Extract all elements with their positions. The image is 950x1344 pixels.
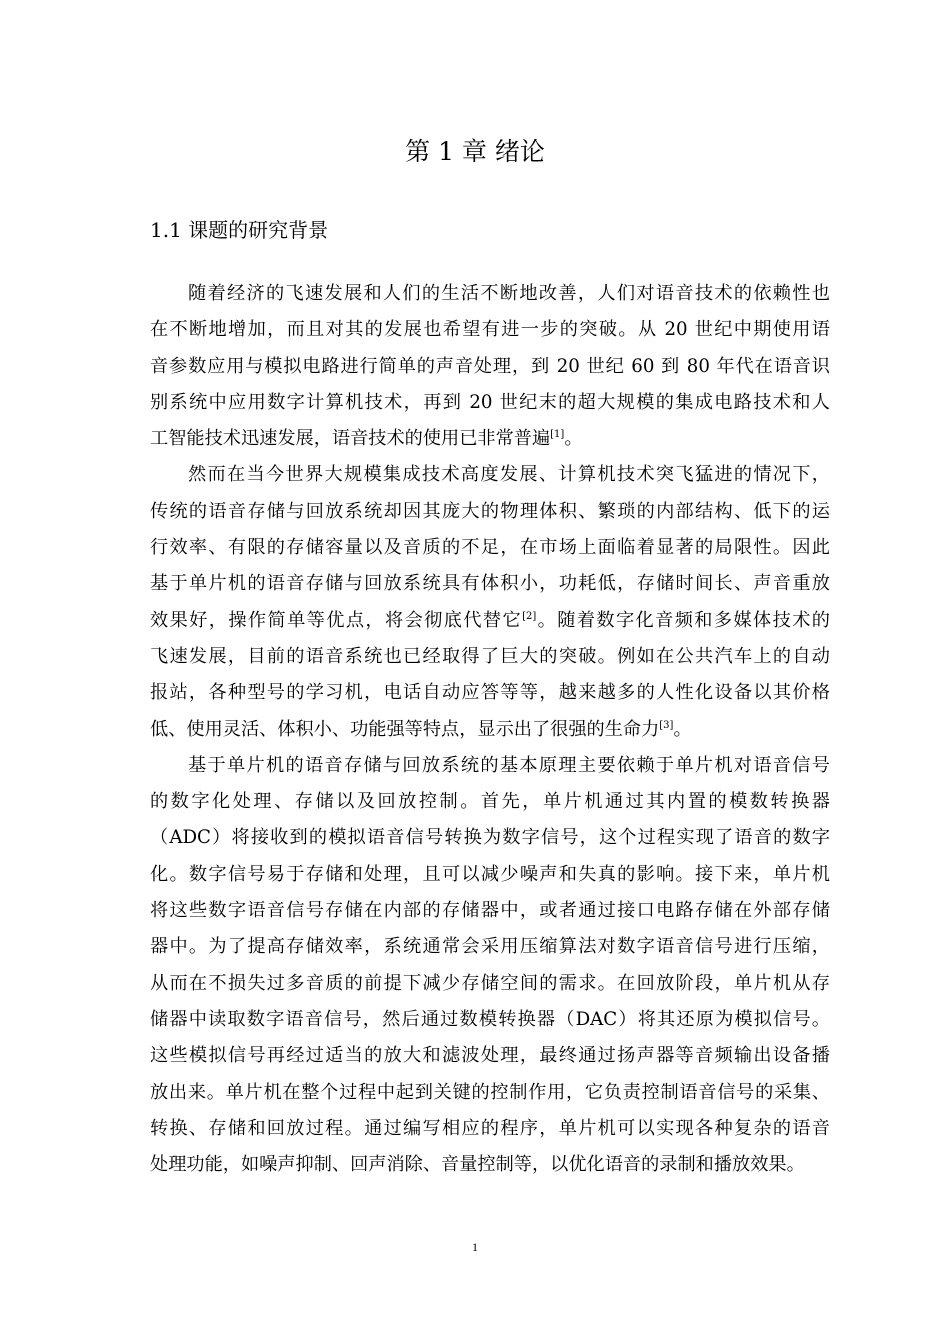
- paragraph-line: 放出来。单片机在整个过程中起到关键的控制作用，它负责控制语音信号的采集、: [150, 1081, 830, 1103]
- citation-ref: [1]: [550, 429, 565, 441]
- line-tail: 。: [673, 718, 692, 740]
- paragraph-line: 化。数字信号易于存储和处理，且可以减少噪声和失真的影响。接下来，单片机: [150, 863, 830, 885]
- paragraph-line: 音参数应用与模拟电路进行简单的声音处理，到 20 世纪 60 到 80 年代在语音识: [150, 355, 830, 377]
- paragraph-line: 的数字化处理、存储以及回放控制。首先，单片机通过其内置的模数转换器: [150, 791, 830, 813]
- citation-ref: [2]: [522, 610, 537, 622]
- paragraph-line: 这些模拟信号再经过适当的放大和滤波处理，最终通过扬声器等音频输出设备播: [150, 1045, 830, 1067]
- paragraph-line: [150, 421, 830, 457]
- paragraph-line: 随着经济的飞速发展和人们的生活不断地改善，人们对语音技术的依赖性也: [188, 283, 830, 304]
- paragraph-line: 转换、存储和回放过程。通过编写相应的程序，单片机可以实现各种复杂的语音: [150, 1117, 830, 1139]
- paragraph-line: [150, 712, 830, 748]
- paragraph-line: 将这些数字语音信号存储在内部的存储器中，或者通过接口电路存储在外部存储: [150, 900, 830, 922]
- paragraph-line: 器中。为了提高存储效率，系统通常会采用压缩算法对数字语音信号进行压缩，: [150, 936, 830, 958]
- paragraph-line: 然而在当今世界大规模集成技术高度发展、计算机技术突飞猛进的情况下，: [188, 464, 830, 486]
- paragraph-3: [150, 748, 830, 1184]
- paragraph-2: [150, 457, 830, 747]
- paragraph-line: 飞速发展，目前的语音系统也已经取得了巨大的突破。例如在公共汽车上的自动: [150, 645, 830, 667]
- paragraph-line: 储器中读取数字语音信号，然后通过数模转换器（DAC）将其还原为模拟信号。: [150, 1008, 830, 1030]
- line-text: 工智能技术迅速发展，语音技术的使用已非常普遍: [150, 428, 551, 450]
- paragraph-line: 别系统中应用数字计算机技术，再到 20 世纪末的超大规模的集成电路技术和人: [150, 391, 830, 413]
- section-title: 1.1 课题的研究背景: [150, 218, 329, 242]
- line-tail: 。随着数字化音频和多媒体技术的: [536, 609, 830, 631]
- page-number: 1: [472, 1240, 478, 1254]
- paragraph-line: 基于单片机的语音存储与回放系统具有体积小，功耗低，存储时间长、声音重放: [150, 573, 830, 595]
- citation-ref: [3]: [659, 719, 674, 731]
- line-tail: 。: [564, 428, 583, 450]
- paragraph-line: 报站，各种型号的学习机，电话自动应答等等，越来越多的人性化设备以其价格: [150, 682, 830, 704]
- paragraph-line: 在不断地增加，而且对其的发展也希望有进一步的突破。从 20 世纪中期使用语: [150, 319, 830, 341]
- paragraph-line: 基于单片机的语音存储与回放系统的基本原理主要依赖于单片机对语音信号: [188, 754, 830, 776]
- paragraph-line: 传统的语音存储与回放系统却因其庞大的物理体积、繁琐的内部结构、低下的运: [150, 500, 830, 522]
- line-text: 低、使用灵活、体积小、功能强等特点，显示出了很强的生命力: [150, 718, 660, 740]
- paragraph-line: （ADC）将接收到的模拟语音信号转换为数字信号，这个过程实现了语音的数字: [150, 827, 830, 849]
- paragraph-1: [150, 276, 830, 457]
- paragraph-line: 行效率、有限的存储容量以及音质的不足，在市场上面临着显著的局限性。因此: [150, 537, 830, 559]
- paragraph-line: 处理功能，如噪声抑制、回声消除、音量控制等，以优化语音的录制和播放效果。: [150, 1154, 805, 1176]
- line-text: 效果好，操作简单等优点，将会彻底代替它: [150, 609, 523, 631]
- paragraph-line: 从而在不损失过多音质的前提下减少存储空间的需求。在回放阶段，单片机从存: [150, 972, 830, 994]
- chapter-title: 第 1 章 绪论: [405, 137, 545, 166]
- body-text: [150, 276, 830, 1183]
- paragraph-line: [150, 603, 830, 639]
